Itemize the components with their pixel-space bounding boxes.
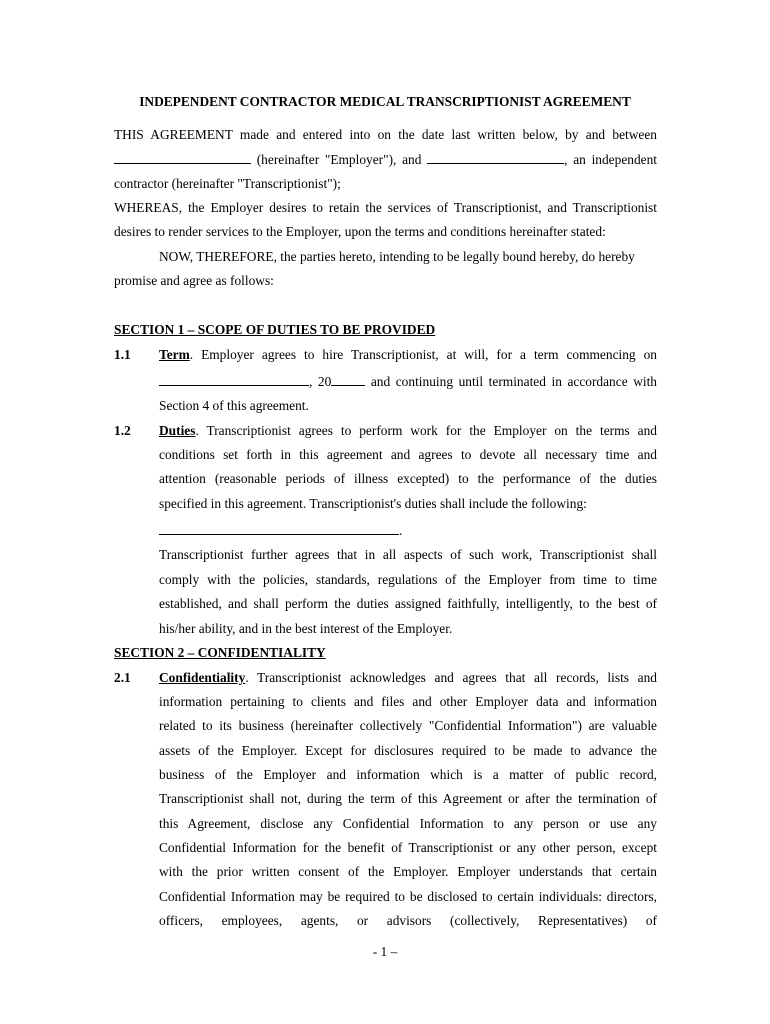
duties-blank [159, 520, 399, 535]
section-2-1-line-9: with the prior written consent of the Employer. Employer understands that certain [159, 864, 657, 879]
intro-line-3: contractor (hereinafter "Transcriptionist"); [114, 176, 341, 191]
section-2-heading: SECTION 2 – CONFIDENTIALITY [114, 645, 326, 660]
page-number: - 1 – [372, 944, 398, 959]
intro-line-5: desires to render services to the Employer, upon the terms and conditions hereinafter stated: [114, 224, 606, 239]
term-label: Term [159, 347, 190, 362]
section-1-2-para2-line-3: established, and shall perform the duties assigned faithfully, intelligently, to the best of [159, 596, 657, 611]
document-title: INDEPENDENT CONTRACTOR MEDICAL TRANSCRIPTIONIST AGREEMENT [139, 94, 631, 109]
contractor-name-blank [427, 149, 564, 164]
section-2-1-number: 2.1 [114, 670, 131, 685]
section-2-1-line-6: Transcriptionist shall not, during the term of this Agreement or after the termination of [159, 791, 657, 806]
intro-line-1: THIS AGREEMENT made and entered into on the date last written below, by and between [114, 127, 657, 142]
confidentiality-label: Confidentiality [159, 670, 246, 685]
section-1-2-line-1-text: . Transcriptionist agrees to perform work for the Employer on the terms and [195, 423, 657, 438]
section-1-2-line-5-end: . [399, 523, 403, 538]
section-1-2-para2-line-1: Transcriptionist further agrees that in all aspects of such work, Transcriptionist shall [159, 547, 657, 562]
section-1-2-para2-line-2: comply with the policies, standards, regulations of the Employer from time to time [159, 572, 657, 587]
section-2-1-line-1 [159, 668, 657, 688]
section-2-1-line-11: officers, employees, agents, or advisors (collectively, Representatives) of [159, 913, 657, 928]
section-2-1-line-2: information pertaining to clients and files and other Employer data and information [159, 694, 657, 709]
section-1-2-line-4: specified in this agreement. Transcriptionist's duties shall include the following: [159, 496, 587, 511]
section-1-1-year-prefix: , 20 [309, 374, 332, 389]
section-1-1-line-2 [159, 371, 657, 391]
intro-line-2-a: (hereinafter "Employer"), and [256, 152, 422, 167]
section-2-1-line-3: related to its business (hereinafter collectively "Confidential Information") are valuable [159, 718, 657, 733]
year-blank [331, 371, 365, 386]
section-1-2-line-1 [159, 421, 657, 441]
intro-line-2 [114, 149, 657, 169]
intro-line-4: WHEREAS, the Employer desires to retain the services of Transcriptionist, and Transcriptionist [114, 200, 657, 215]
intro-line-6: NOW, THEREFORE, the parties hereto, intending to be legally bound hereby, do hereby [159, 249, 635, 264]
section-1-1-line-1 [159, 345, 657, 365]
section-2-1-line-1-text: . Transcriptionist acknowledges and agrees that all records, lists and [245, 670, 657, 685]
section-1-1-line-2-text: and continuing until terminated in accordance with [370, 374, 657, 389]
section-2-1-line-8: Confidential Information for the benefit of Transcriptionist or any other person, except [159, 840, 657, 855]
section-1-1-line-1-text: . Employer agrees to hire Transcriptionist, at will, for a term commencing on [189, 347, 657, 362]
section-2-1-line-7: this Agreement, disclose any Confidential Information to any person or use any [159, 816, 657, 831]
start-date-blank [159, 371, 309, 386]
employer-name-blank [114, 149, 251, 164]
section-1-2-line-5 [159, 520, 657, 540]
section-1-1-number: 1.1 [114, 347, 131, 362]
intro-line-7: promise and agree as follows: [114, 273, 274, 288]
section-1-heading: SECTION 1 – SCOPE OF DUTIES TO BE PROVIDED [114, 322, 436, 337]
section-2-1-line-4: assets of the Employer. Except for disclosures required to be made to advance the [159, 743, 657, 758]
section-1-1-line-3: Section 4 of this agreement. [159, 398, 309, 413]
section-1-2-line-3: attention (reasonable periods of illness excepted) to the performance of the duties [159, 471, 657, 486]
section-2-1-line-5: business of the Employer and information which is a matter of public record, [159, 767, 657, 782]
section-1-2-line-2: conditions set forth in this agreement and agrees to devote all necessary time and [159, 447, 657, 462]
section-1-2-number: 1.2 [114, 423, 131, 438]
section-1-2-para2-line-4: his/her ability, and in the best interest of the Employer. [159, 621, 453, 636]
intro-line-2-b: , an independent [564, 152, 658, 167]
section-2-1-line-10: Confidential Information may be required to be disclosed to certain individuals: directors, [159, 889, 657, 904]
duties-label: Duties [159, 423, 196, 438]
